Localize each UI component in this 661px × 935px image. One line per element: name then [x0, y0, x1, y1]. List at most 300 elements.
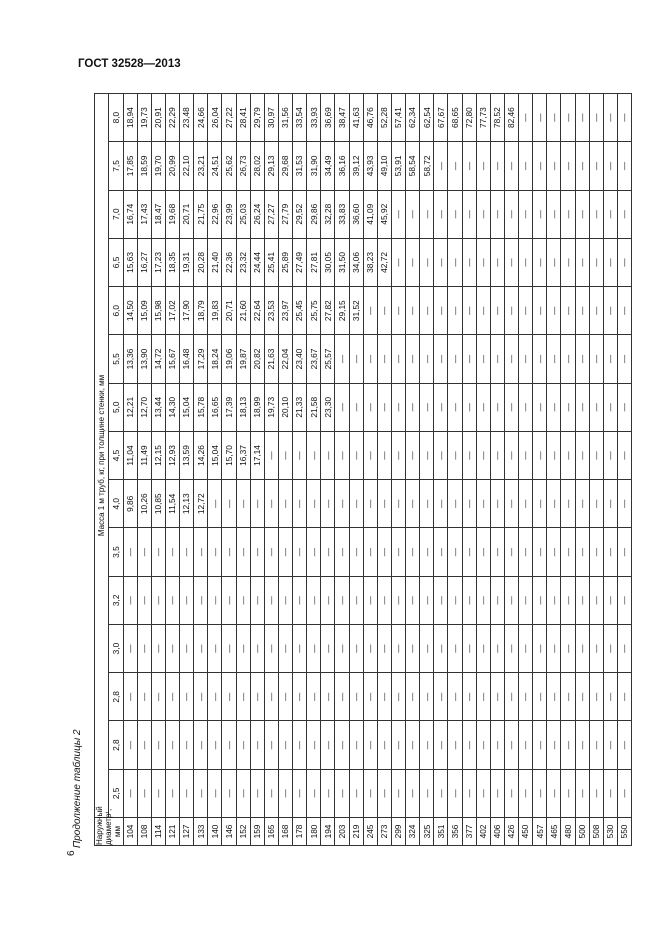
- mass-cell: —: [250, 528, 264, 576]
- mass-cell: —: [589, 576, 603, 624]
- document-title: ГОСТ 32528—2013: [78, 58, 181, 70]
- mass-cell: —: [307, 721, 321, 769]
- mass-cell: —: [547, 624, 561, 672]
- table-row: [307, 93, 321, 845]
- mass-cell: 25,45: [293, 287, 307, 335]
- mass-cell: —: [165, 624, 179, 672]
- mass-cell: —: [575, 624, 589, 672]
- mass-cell: —: [321, 624, 335, 672]
- mass-cell: —: [504, 576, 518, 624]
- mass-cell: 15,63: [123, 238, 137, 286]
- mass-cell: —: [462, 769, 476, 817]
- mass-cell: 53,91: [391, 142, 405, 190]
- mass-cell: 31,90: [307, 142, 321, 190]
- thickness-header: 3,5: [109, 528, 124, 576]
- diameter-cell: 351: [434, 818, 448, 846]
- mass-cell: —: [547, 142, 561, 190]
- mass-cell: —: [589, 93, 603, 141]
- mass-cell: —: [533, 190, 547, 238]
- mass-cell: —: [377, 287, 391, 335]
- mass-cell: —: [603, 624, 617, 672]
- mass-cell: 12,13: [180, 480, 194, 528]
- mass-cell: —: [476, 721, 490, 769]
- mass-cell: —: [434, 431, 448, 479]
- mass-cell: —: [349, 673, 363, 721]
- mass-cell: —: [603, 238, 617, 286]
- mass-cell: —: [617, 93, 631, 141]
- mass-cell: —: [617, 238, 631, 286]
- mass-cell: —: [462, 721, 476, 769]
- mass-cell: 82,46: [504, 93, 518, 141]
- mass-cell: —: [547, 721, 561, 769]
- mass-cell: —: [293, 480, 307, 528]
- mass-cell: —: [278, 624, 292, 672]
- mass-cell: 41,09: [363, 190, 377, 238]
- mass-cell: —: [123, 673, 137, 721]
- mass-cell: 33,93: [307, 93, 321, 141]
- mass-cell: —: [547, 335, 561, 383]
- mass-cell: —: [307, 480, 321, 528]
- mass-cell: —: [533, 335, 547, 383]
- mass-cell: —: [377, 673, 391, 721]
- mass-cell: —: [434, 721, 448, 769]
- thickness-header: 7,0: [109, 190, 124, 238]
- mass-cell: —: [603, 673, 617, 721]
- mass-cell: —: [476, 190, 490, 238]
- pipe-mass-table: [94, 93, 632, 846]
- mass-cell: —: [222, 576, 236, 624]
- mass-cell: 19,70: [151, 142, 165, 190]
- mass-cell: —: [519, 190, 533, 238]
- mass-cell: 11,54: [165, 480, 179, 528]
- mass-cell: —: [151, 673, 165, 721]
- mass-cell: —: [391, 673, 405, 721]
- mass-cell: —: [617, 383, 631, 431]
- mass-cell: —: [406, 480, 420, 528]
- mass-cell: —: [123, 576, 137, 624]
- mass-cell: —: [533, 238, 547, 286]
- mass-cell: 15,98: [151, 287, 165, 335]
- table-row: [420, 93, 434, 845]
- mass-cell: —: [293, 721, 307, 769]
- mass-cell: —: [278, 576, 292, 624]
- table-row: [151, 93, 165, 845]
- diameter-cell: 465: [547, 818, 561, 846]
- mass-cell: —: [547, 480, 561, 528]
- mass-cell: 13,59: [180, 431, 194, 479]
- mass-cell: —: [575, 431, 589, 479]
- mass-cell: —: [406, 238, 420, 286]
- mass-cell: —: [349, 383, 363, 431]
- diameter-cell: 406: [490, 818, 504, 846]
- diameter-cell: 180: [307, 818, 321, 846]
- diameter-cell: 500: [575, 818, 589, 846]
- diameter-cell: 356: [448, 818, 462, 846]
- mass-cell: —: [222, 528, 236, 576]
- diameter-cell: 377: [462, 818, 476, 846]
- thickness-header: 5,0: [109, 383, 124, 431]
- mass-cell: 16,27: [137, 238, 151, 286]
- mass-cell: —: [391, 190, 405, 238]
- mass-cell: —: [363, 528, 377, 576]
- mass-cell: —: [547, 238, 561, 286]
- diameter-cell: 450: [519, 818, 533, 846]
- mass-cell: —: [208, 480, 222, 528]
- mass-cell: —: [434, 624, 448, 672]
- diameter-cell: 530: [603, 818, 617, 846]
- mass-cell: —: [561, 142, 575, 190]
- mass-cell: —: [448, 335, 462, 383]
- mass-cell: —: [448, 287, 462, 335]
- mass-cell: —: [264, 528, 278, 576]
- mass-cell: —: [406, 769, 420, 817]
- mass-cell: —: [137, 769, 151, 817]
- mass-cell: —: [335, 721, 349, 769]
- mass-cell: —: [434, 673, 448, 721]
- mass-cell: —: [264, 624, 278, 672]
- mass-cell: —: [589, 287, 603, 335]
- mass-cell: —: [377, 480, 391, 528]
- mass-cell: —: [476, 576, 490, 624]
- table-body: [123, 93, 632, 845]
- mass-cell: —: [462, 624, 476, 672]
- mass-cell: —: [363, 721, 377, 769]
- mass-cell: 27,22: [222, 93, 236, 141]
- thickness-header: 2,8: [109, 673, 124, 721]
- mass-cell: —: [448, 576, 462, 624]
- mass-cell: —: [448, 721, 462, 769]
- mass-cell: —: [222, 673, 236, 721]
- mass-cell: 36,60: [349, 190, 363, 238]
- mass-cell: —: [575, 769, 589, 817]
- mass-cell: —: [490, 142, 504, 190]
- mass-cell: 19,31: [180, 238, 194, 286]
- mass-cell: —: [533, 528, 547, 576]
- mass-cell: 72,80: [462, 93, 476, 141]
- mass-cell: 41,63: [349, 93, 363, 141]
- mass-cell: 20,71: [222, 287, 236, 335]
- mass-cell: —: [476, 287, 490, 335]
- mass-cell: —: [434, 238, 448, 286]
- thickness-header: 6,5: [109, 238, 124, 286]
- mass-cell: —: [335, 673, 349, 721]
- mass-cell: 27,27: [264, 190, 278, 238]
- mass-cell: —: [575, 335, 589, 383]
- mass-cell: 19,73: [264, 383, 278, 431]
- mass-cell: —: [434, 287, 448, 335]
- mass-cell: 18,13: [236, 383, 250, 431]
- table-header-row: [95, 93, 109, 845]
- table-row: [194, 93, 208, 845]
- table-row: [476, 93, 490, 845]
- mass-cell: 62,54: [420, 93, 434, 141]
- thickness-header-row: [109, 93, 124, 845]
- mass-cell: —: [575, 673, 589, 721]
- mass-cell: —: [180, 721, 194, 769]
- mass-cell: —: [420, 624, 434, 672]
- mass-cell: —: [420, 431, 434, 479]
- thickness-header: 4,0: [109, 480, 124, 528]
- mass-cell: —: [391, 769, 405, 817]
- table-row: [603, 93, 617, 845]
- mass-cell: 62,34: [406, 93, 420, 141]
- mass-cell: —: [561, 287, 575, 335]
- table-row: [504, 93, 518, 845]
- thickness-header: 5,5: [109, 335, 124, 383]
- mass-cell: —: [250, 624, 264, 672]
- mass-cell: 57,41: [391, 93, 405, 141]
- mass-cell: —: [561, 335, 575, 383]
- mass-cell: 24,66: [194, 93, 208, 141]
- mass-cell: —: [561, 624, 575, 672]
- mass-cell: —: [377, 431, 391, 479]
- mass-cell: —: [589, 190, 603, 238]
- diameter-cell: 121: [165, 818, 179, 846]
- mass-cell: —: [335, 480, 349, 528]
- table-row: [617, 93, 631, 845]
- mass-cell: —: [434, 142, 448, 190]
- mass-cell: 39,12: [349, 142, 363, 190]
- mass-cell: —: [617, 190, 631, 238]
- mass-cell: —: [165, 769, 179, 817]
- mass-cell: —: [264, 480, 278, 528]
- mass-cell: 19,06: [222, 335, 236, 383]
- mass-cell: —: [137, 624, 151, 672]
- table-row: [264, 93, 278, 845]
- mass-cell: —: [264, 431, 278, 479]
- mass-cell: —: [617, 721, 631, 769]
- mass-cell: 36,16: [335, 142, 349, 190]
- mass-cell: —: [448, 431, 462, 479]
- mass-cell: —: [448, 480, 462, 528]
- mass-cell: —: [504, 673, 518, 721]
- table-row: [434, 93, 448, 845]
- diameter-cell: 178: [293, 818, 307, 846]
- mass-cell: 16,74: [123, 190, 137, 238]
- mass-table-rotated: [94, 94, 630, 846]
- mass-cell: —: [335, 383, 349, 431]
- mass-cell: 15,78: [194, 383, 208, 431]
- diameter-cell: 108: [137, 818, 151, 846]
- mass-cell: —: [603, 93, 617, 141]
- mass-cell: —: [420, 238, 434, 286]
- mass-cell: —: [180, 576, 194, 624]
- mass-cell: —: [448, 238, 462, 286]
- mass-cell: —: [547, 190, 561, 238]
- mass-cell: —: [490, 190, 504, 238]
- mass-cell: 27,81: [307, 238, 321, 286]
- mass-cell: 12,93: [165, 431, 179, 479]
- mass-cell: —: [547, 528, 561, 576]
- mass-cell: 45,92: [377, 190, 391, 238]
- mass-group-header: Масса 1 м труб, кг, при толщине стенки, мм: [95, 93, 109, 817]
- mass-cell: —: [519, 480, 533, 528]
- mass-cell: 34,49: [321, 142, 335, 190]
- mass-cell: 68,65: [448, 93, 462, 141]
- mass-cell: —: [504, 190, 518, 238]
- mass-cell: 17,39: [222, 383, 236, 431]
- mass-cell: 13,44: [151, 383, 165, 431]
- mass-cell: —: [490, 769, 504, 817]
- mass-cell: —: [137, 721, 151, 769]
- mass-cell: 29,79: [250, 93, 264, 141]
- table-row: [448, 93, 462, 845]
- mass-cell: —: [462, 480, 476, 528]
- diameter-cell: 146: [222, 818, 236, 846]
- diameter-cell: 480: [561, 818, 575, 846]
- mass-cell: 23,30: [321, 383, 335, 431]
- mass-cell: 28,41: [236, 93, 250, 141]
- mass-cell: —: [250, 769, 264, 817]
- mass-cell: —: [462, 431, 476, 479]
- mass-cell: 36,69: [321, 93, 335, 141]
- mass-cell: —: [377, 528, 391, 576]
- mass-cell: —: [165, 673, 179, 721]
- diameter-cell: 219: [349, 818, 363, 846]
- mass-cell: —: [434, 335, 448, 383]
- mass-cell: —: [377, 383, 391, 431]
- diameter-cell: 508: [589, 818, 603, 846]
- mass-cell: 26,04: [208, 93, 222, 141]
- mass-cell: 10,85: [151, 480, 165, 528]
- mass-cell: 25,89: [278, 238, 292, 286]
- mass-cell: 34,06: [349, 238, 363, 286]
- mass-cell: —: [589, 335, 603, 383]
- mass-cell: —: [307, 528, 321, 576]
- mass-cell: 14,30: [165, 383, 179, 431]
- mass-cell: —: [391, 287, 405, 335]
- mass-cell: 27,49: [293, 238, 307, 286]
- mass-cell: —: [603, 142, 617, 190]
- table-continuation-caption: Продолжение таблицы 2: [72, 729, 83, 848]
- mass-cell: —: [603, 431, 617, 479]
- mass-cell: —: [335, 769, 349, 817]
- mass-cell: —: [462, 287, 476, 335]
- mass-cell: 23,21: [194, 142, 208, 190]
- mass-cell: —: [264, 576, 278, 624]
- mass-cell: —: [293, 624, 307, 672]
- mass-cell: —: [222, 480, 236, 528]
- diameter-cell: 325: [420, 818, 434, 846]
- mass-cell: 38,23: [363, 238, 377, 286]
- mass-cell: 26,24: [250, 190, 264, 238]
- mass-cell: —: [278, 431, 292, 479]
- mass-cell: —: [180, 673, 194, 721]
- mass-cell: —: [180, 624, 194, 672]
- mass-cell: —: [123, 624, 137, 672]
- diameter-cell: 299: [391, 818, 405, 846]
- thickness-header: 7,5: [109, 142, 124, 190]
- mass-cell: 18,24: [208, 335, 222, 383]
- mass-cell: —: [504, 528, 518, 576]
- mass-cell: —: [490, 673, 504, 721]
- mass-cell: —: [391, 721, 405, 769]
- mass-cell: —: [617, 769, 631, 817]
- table-row: [123, 93, 137, 845]
- mass-cell: —: [490, 576, 504, 624]
- mass-cell: —: [533, 142, 547, 190]
- mass-cell: —: [547, 431, 561, 479]
- mass-cell: —: [448, 190, 462, 238]
- mass-cell: —: [561, 431, 575, 479]
- mass-cell: —: [533, 287, 547, 335]
- mass-cell: —: [504, 383, 518, 431]
- mass-cell: —: [194, 576, 208, 624]
- mass-cell: —: [420, 335, 434, 383]
- table-row: [377, 93, 391, 845]
- mass-cell: 18,99: [250, 383, 264, 431]
- mass-cell: 12,15: [151, 431, 165, 479]
- page-number: 6: [66, 850, 77, 856]
- mass-cell: —: [321, 480, 335, 528]
- mass-cell: 10,26: [137, 480, 151, 528]
- mass-cell: —: [462, 335, 476, 383]
- diameter-cell: 203: [335, 818, 349, 846]
- mass-cell: 16,37: [236, 431, 250, 479]
- mass-cell: —: [208, 673, 222, 721]
- mass-cell: 31,50: [335, 238, 349, 286]
- mass-cell: —: [476, 431, 490, 479]
- table-row: [137, 93, 151, 845]
- mass-cell: —: [307, 576, 321, 624]
- mass-cell: 25,03: [236, 190, 250, 238]
- mass-cell: —: [406, 383, 420, 431]
- mass-cell: 22,10: [180, 142, 194, 190]
- diameter-cell: 165: [264, 818, 278, 846]
- mass-cell: —: [617, 335, 631, 383]
- mass-cell: —: [490, 287, 504, 335]
- table-row: [363, 93, 377, 845]
- mass-cell: —: [420, 528, 434, 576]
- table-row: [589, 93, 603, 845]
- mass-cell: —: [504, 721, 518, 769]
- mass-cell: —: [589, 721, 603, 769]
- mass-cell: 29,15: [335, 287, 349, 335]
- mass-cell: —: [490, 335, 504, 383]
- mass-cell: 20,28: [194, 238, 208, 286]
- mass-cell: —: [575, 528, 589, 576]
- mass-cell: —: [250, 721, 264, 769]
- mass-cell: —: [434, 480, 448, 528]
- mass-cell: —: [617, 624, 631, 672]
- mass-cell: —: [561, 383, 575, 431]
- mass-cell: 13,36: [123, 335, 137, 383]
- mass-cell: 20,71: [180, 190, 194, 238]
- mass-cell: —: [519, 431, 533, 479]
- mass-cell: —: [321, 673, 335, 721]
- mass-cell: 19,87: [236, 335, 250, 383]
- mass-cell: —: [561, 673, 575, 721]
- mass-cell: —: [236, 624, 250, 672]
- mass-cell: —: [434, 383, 448, 431]
- table-row: [575, 93, 589, 845]
- mass-cell: —: [462, 383, 476, 431]
- mass-cell: —: [321, 576, 335, 624]
- mass-cell: —: [335, 528, 349, 576]
- mass-cell: —: [533, 93, 547, 141]
- mass-cell: —: [603, 528, 617, 576]
- mass-cell: 18,35: [165, 238, 179, 286]
- mass-cell: —: [406, 624, 420, 672]
- mass-cell: —: [589, 383, 603, 431]
- thickness-header: 8,0: [109, 93, 124, 141]
- mass-cell: 13,90: [137, 335, 151, 383]
- mass-cell: —: [519, 624, 533, 672]
- mass-cell: —: [137, 528, 151, 576]
- mass-cell: —: [236, 480, 250, 528]
- mass-cell: 20,82: [250, 335, 264, 383]
- mass-cell: 31,52: [349, 287, 363, 335]
